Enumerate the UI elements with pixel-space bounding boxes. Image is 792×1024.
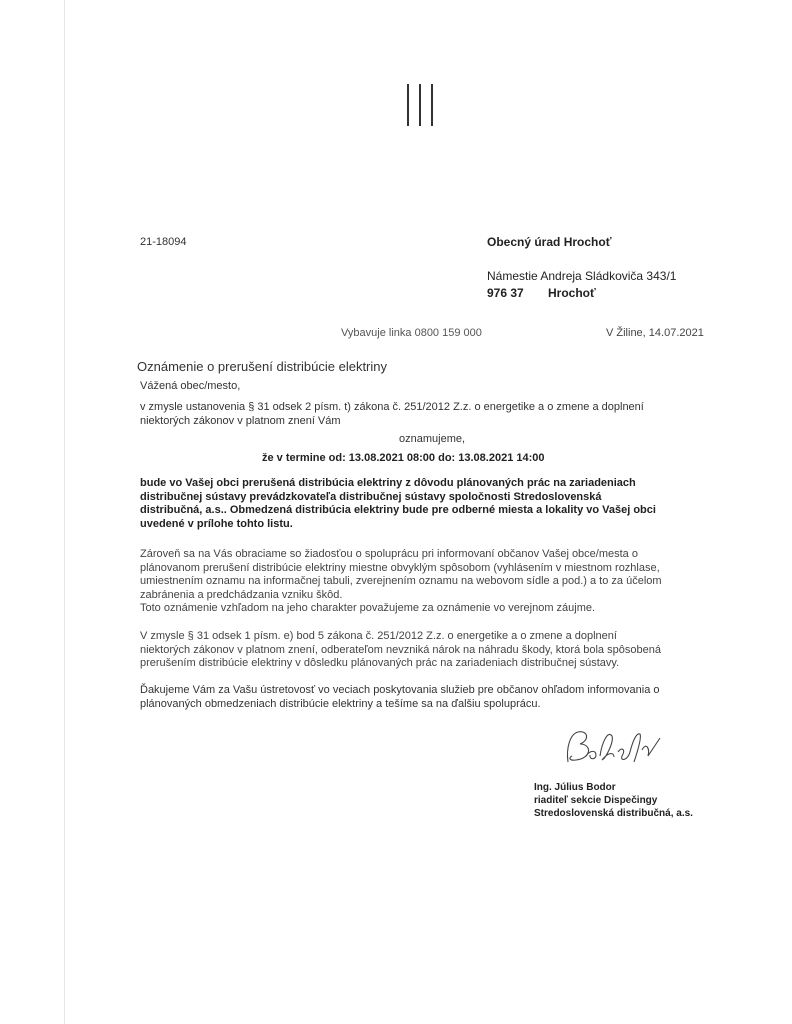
law-line: prerušením distribúcie elektriny v dôsledku plánovaných prác na zariadeniach distribučnej sústavy. <box>140 657 620 669</box>
cooperation-line: umiestnením oznamu na informačnej tabuli, zverejnením oznamu na webovom sídle a pod.) a to za účelom <box>140 575 662 587</box>
cooperation-line: zabránenia a predchádzania vzniku škôd. <box>140 588 343 601</box>
thanks-line: Ďakujeme Vám za Vašu ústretovosť vo veciach poskytovania služieb pre občanov ohľadom informovania o <box>140 684 660 696</box>
recipient-city: Hrochoť <box>548 286 596 300</box>
handwritten-signature <box>562 722 666 770</box>
cooperation-line: Zároveň sa na Vás obraciame so žiadosťou o spoluprácu pri informovaní občanov Vašej obce/mesta o <box>140 548 638 560</box>
signatory-position: riaditeľ sekcie Dispečingy <box>534 795 658 806</box>
notice-line: uvedené v prílohe tohto listu. <box>140 517 293 530</box>
recipient-name: Obecný úrad Hrochoť <box>487 235 612 249</box>
thanks-line: plánovaných obmedzeniach distribúcie elektriny a tešíme sa na ďalšiu spoluprácu. <box>140 697 541 710</box>
notice-line: distribučnej sústavy prevádzkovateľa distribučnej sústavy spoločnosti Stredoslovenská <box>140 490 602 503</box>
recipient-street: Námestie Andreja Sládkoviča 343/1 <box>487 269 677 283</box>
signatory-company: Stredoslovenská distribučná, a.s. <box>534 808 693 819</box>
reference-number: 21-18094 <box>140 236 187 248</box>
cooperation-line: Toto oznámenie vzhľadom na jeho charakter považujeme za oznámenie vo verejnom záujme. <box>140 602 596 614</box>
barcode-mark <box>407 84 437 126</box>
law-line: V zmysle § 31 odsek 1 písm. e) bod 5 zákona č. 251/2012 Z.z. o energetike a o zmene a doplnení <box>140 630 617 642</box>
intro-paragraph <box>140 401 700 428</box>
outage-term: že v termine od: 13.08.2021 08:00 do: 13.08.2021 14:00 <box>262 452 545 464</box>
salutation: Vážená obec/mesto, <box>140 380 241 392</box>
notice-line: distribučná, a.s.. Obmedzená distribúcia elektriny bude pre odberné miesta a lokality vo Vašej obci <box>140 504 656 516</box>
contact-line: Vybavuje linka 0800 159 000 <box>341 327 482 339</box>
outage-notice-paragraph <box>140 477 700 531</box>
letter-title: Oznámenie o prerušení distribúcie elektriny <box>137 359 388 374</box>
scan-edge <box>64 0 65 1024</box>
law-paragraph <box>140 630 700 671</box>
place-date: V Žiline, 14.07.2021 <box>606 327 704 339</box>
notice-line: bude vo Vašej obci prerušená distribúcia elektriny z dôvodu plánovaných prác na zariadeniach <box>140 477 636 489</box>
recipient-postal-code: 976 37 <box>487 286 524 300</box>
cooperation-paragraph <box>140 548 700 616</box>
announce-word: oznamujeme, <box>399 433 466 445</box>
signatory-block <box>534 781 693 820</box>
thanks-paragraph <box>140 684 700 711</box>
intro-line: niektorých zákonov v platnom znení Vám <box>140 414 341 427</box>
law-line: niektorých zákonov v platnom znení, odberateľom nevzniká nárok na náhradu škody, ktorá bola spôsobená <box>140 643 661 656</box>
cooperation-line: plánovanom prerušení distribúcie elektriny miestne obvyklým spôsobom (vyhlásením v miestnom rozhlase, <box>140 561 660 574</box>
signatory-name: Ing. Július Bodor <box>534 782 616 793</box>
intro-line: v zmysle ustanovenia § 31 odsek 2 písm. t) zákona č. 251/2012 Z.z. o energetike a o zmene a doplnení <box>140 401 644 413</box>
